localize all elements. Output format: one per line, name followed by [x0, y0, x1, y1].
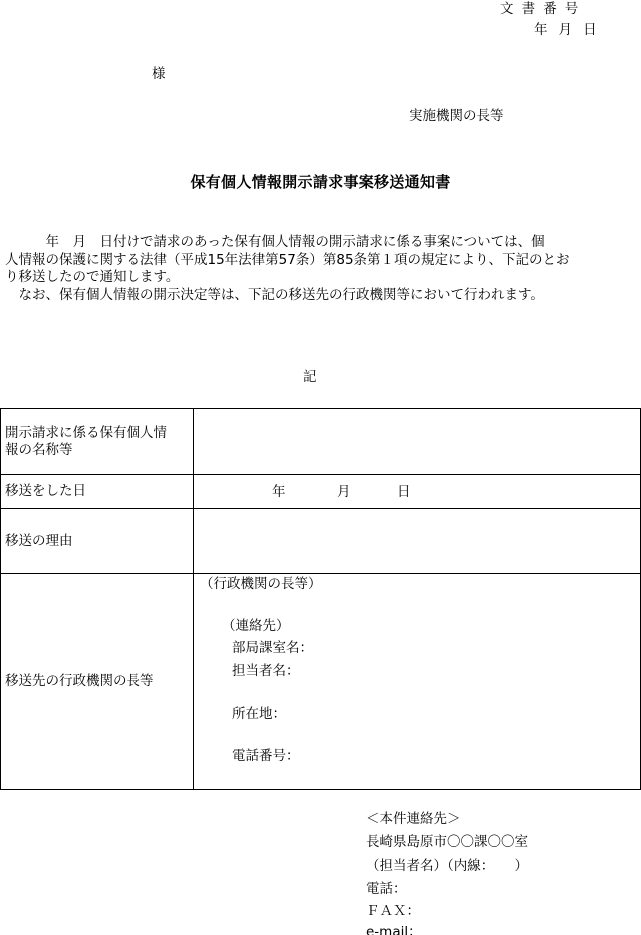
body-line-2: 人情報の保護に関する法律（平成15年法律第57条）第85条第１項の規定により、下記のとお [5, 251, 570, 268]
contact-email: e-mail： [366, 924, 422, 935]
table-row [1, 574, 641, 790]
row-label-line: 報の名称等 [5, 441, 73, 458]
date-day-label: 日 [397, 484, 411, 500]
row-label-info-name [1, 409, 194, 475]
transfer-date-value-cell[interactable] [194, 475, 641, 509]
phone-label: 電話番号： [232, 748, 300, 764]
destination-value-cell[interactable] [194, 574, 641, 790]
contact-phone: 電話： [366, 881, 407, 897]
row-label-line: 開示請求に係る保有個人情 [5, 425, 167, 442]
document-date-label: 年 月 日 [534, 22, 597, 38]
transfer-reason-value-cell[interactable] [194, 509, 641, 574]
body-line-4: なお、保有個人情報の開示決定等は、下記の移送先の行政機関等において行われます。 [5, 286, 544, 303]
agency-head-label: （行政機関の長等） [200, 576, 322, 592]
body-line-3: り移送したので通知します。 [5, 269, 180, 285]
body-paragraph [5, 234, 637, 304]
department-label: 部局課室名： [232, 640, 313, 656]
contact-person: （担当者名）（内線： ） [366, 858, 528, 874]
sender-name: 実施機関の長等 [409, 108, 504, 124]
contact-heading-label: （連絡先） [222, 618, 290, 634]
date-year-label: 年 [272, 484, 286, 500]
transfer-details-table [0, 408, 641, 790]
document-title: 保有個人情報開示請求事案移送通知書 [190, 173, 451, 191]
body-line-1: 年 月 日付けで請求のあった保有個人情報の開示請求に係る事案については、個 [5, 234, 545, 250]
contact-fax: ＦＡＸ： [366, 903, 420, 919]
contact-office: 長崎県島原市〇〇課〇〇室 [366, 834, 528, 850]
addressee-suffix: 様 [152, 66, 166, 82]
row-label-destination: 移送先の行政機関の長等 [1, 574, 194, 790]
row-label-transfer-date: 移送をした日 [1, 475, 194, 509]
table-row [1, 475, 641, 509]
table-row [1, 409, 641, 475]
person-label: 担当者名： [232, 663, 300, 679]
info-name-value-cell[interactable] [194, 409, 641, 475]
contact-heading: ＜本件連絡先＞ [366, 811, 461, 827]
date-month-label: 月 [337, 484, 351, 500]
address-label: 所在地： [232, 706, 286, 722]
row-label-transfer-reason: 移送の理由 [1, 509, 194, 574]
table-row [1, 509, 641, 574]
ki-label: 記 [303, 369, 317, 385]
document-number-label: 文書番号 [500, 1, 587, 17]
